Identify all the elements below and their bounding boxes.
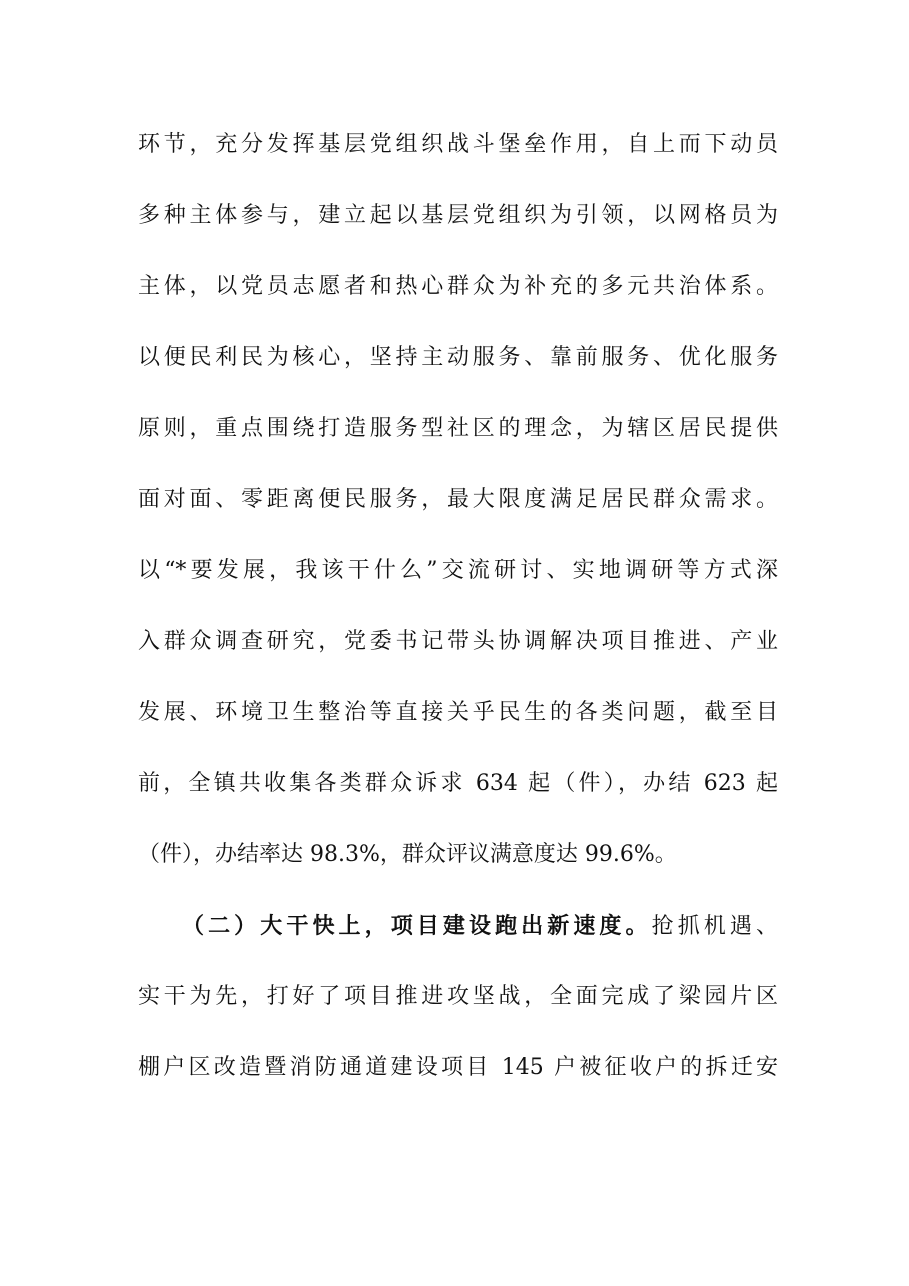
body-text [138,118,778,1112]
text-line: 以“*要发展，我该干什么”交流研讨、实地调研等方式深 [138,558,778,583]
text-line: 以便民利民为核心，坚持主动服务、靠前服务、优化服务 [138,345,778,370]
section-heading-tail: 抢抓机遇、 [651,914,778,939]
section-heading: （二）大干快上，项目建设跑出新速度。 [182,913,652,939]
text-line: （件），办结率达 98.3%，群众评议满意度达 99.6%。 [138,842,677,867]
text-line: 多种主体参与，建立起以基层党组织为引领，以网格员为 [138,203,778,228]
text-line: 棚户区改造暨消防通道建设项目 145 户被征收户的拆迁安 [138,1055,778,1080]
text-line: 环节，充分发挥基层党组织战斗堡垒作用，自上而下动员 [138,132,778,157]
text-line: 原则，重点围绕打造服务型社区的理念，为辖区居民提供 [138,416,778,441]
text-line: 前，全镇共收集各类群众诉求 634 起（件），办结 623 起 [138,771,778,796]
text-line: 主体，以党员志愿者和热心群众为补充的多元共治体系。 [138,274,778,299]
section-heading-line [138,899,778,953]
text-line: 面对面、零距离便民服务，最大限度满足居民群众需求。 [138,487,778,512]
text-line: 实干为先，打好了项目推进攻坚战，全面完成了梁园片区 [138,984,778,1009]
text-line: 入群众调查研究，党委书记带头协调解决项目推进、产业 [138,629,778,654]
text-line: 发展、环境卫生整治等直接关乎民生的各类问题，截至目 [138,700,778,725]
